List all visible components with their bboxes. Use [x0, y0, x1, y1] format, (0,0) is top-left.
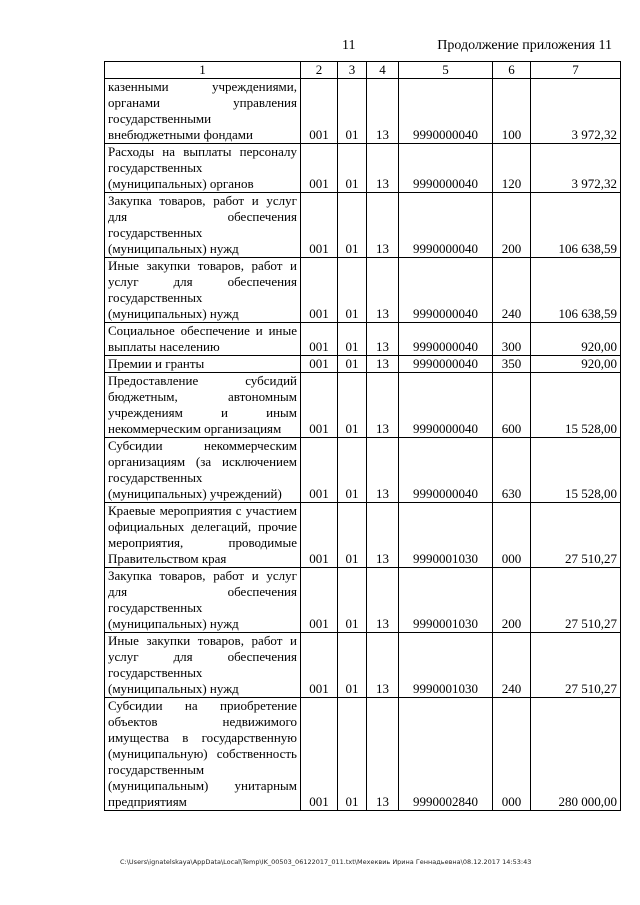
amount-cell: 3 972,32: [531, 79, 621, 144]
target-article-cell: 9990001030: [399, 633, 493, 698]
target-article-cell: 9990000040: [399, 356, 493, 373]
expense-type-cell: 000: [493, 698, 531, 811]
amount-cell: 27 510,27: [531, 633, 621, 698]
department-code-cell: 001: [301, 568, 338, 633]
section-code-cell: 01: [338, 79, 367, 144]
amount-cell: 920,00: [531, 356, 621, 373]
column-header: 2: [301, 62, 338, 79]
expense-type-cell: 240: [493, 633, 531, 698]
expense-name-cell: Субсидии некоммерческим организациям (за исключением государственных (муниципальных) учреждений): [105, 438, 301, 503]
table-row: [105, 258, 621, 323]
expense-type-cell: 350: [493, 356, 531, 373]
section-code-cell: 01: [338, 633, 367, 698]
target-article-cell: 9990002840: [399, 698, 493, 811]
department-code-cell: 001: [301, 698, 338, 811]
expense-name-cell: Закупка товаров, работ и услуг для обеспечения государственных (муниципальных) нужд: [105, 568, 301, 633]
page-header: [0, 38, 640, 58]
department-code-cell: 001: [301, 258, 338, 323]
amount-cell: 280 000,00: [531, 698, 621, 811]
amount-cell: 106 638,59: [531, 258, 621, 323]
table-row: [105, 79, 621, 144]
subsection-code-cell: 13: [367, 323, 399, 356]
target-article-cell: 9990000040: [399, 323, 493, 356]
section-code-cell: 01: [338, 356, 367, 373]
table-row: [105, 698, 621, 811]
section-code-cell: 01: [338, 258, 367, 323]
amount-cell: 106 638,59: [531, 193, 621, 258]
expense-type-cell: 300: [493, 323, 531, 356]
expense-name-cell: Субсидии на приобретение объектов недвижимого имущества в государственную (муниципальную) собственность государственным (муниципальным) унитарным предприятиям: [105, 698, 301, 811]
table-row: [105, 503, 621, 568]
expense-type-cell: 240: [493, 258, 531, 323]
department-code-cell: 001: [301, 79, 338, 144]
subsection-code-cell: 13: [367, 568, 399, 633]
table-row: [105, 144, 621, 193]
subsection-code-cell: 13: [367, 698, 399, 811]
table-row: [105, 568, 621, 633]
section-code-cell: 01: [338, 698, 367, 811]
expense-type-cell: 200: [493, 568, 531, 633]
expense-name-cell: Иные закупки товаров, работ и услуг для обеспечения государственных (муниципальных) нужд: [105, 633, 301, 698]
amount-cell: 3 972,32: [531, 144, 621, 193]
table-row: [105, 356, 621, 373]
column-header: 4: [367, 62, 399, 79]
amount-cell: 15 528,00: [531, 438, 621, 503]
department-code-cell: 001: [301, 438, 338, 503]
department-code-cell: 001: [301, 373, 338, 438]
subsection-code-cell: 13: [367, 373, 399, 438]
table-row: [105, 633, 621, 698]
target-article-cell: 9990000040: [399, 373, 493, 438]
department-code-cell: 001: [301, 193, 338, 258]
column-header: 7: [531, 62, 621, 79]
section-code-cell: 01: [338, 438, 367, 503]
expense-type-cell: 200: [493, 193, 531, 258]
department-code-cell: 001: [301, 356, 338, 373]
amount-cell: 27 510,27: [531, 503, 621, 568]
subsection-code-cell: 13: [367, 503, 399, 568]
amount-cell: 27 510,27: [531, 568, 621, 633]
budget-table: [104, 61, 621, 811]
expense-type-cell: 600: [493, 373, 531, 438]
amount-cell: 920,00: [531, 323, 621, 356]
target-article-cell: 9990000040: [399, 79, 493, 144]
target-article-cell: 9990000040: [399, 193, 493, 258]
target-article-cell: 9990000040: [399, 438, 493, 503]
subsection-code-cell: 13: [367, 79, 399, 144]
column-header: 6: [493, 62, 531, 79]
section-code-cell: 01: [338, 323, 367, 356]
expense-name-cell: Предоставление субсидий бюджетным, автономным учреждениям и иным некоммерческим организациям: [105, 373, 301, 438]
target-article-cell: 9990000040: [399, 258, 493, 323]
expense-name-cell: Премии и гранты: [105, 356, 301, 373]
department-code-cell: 001: [301, 323, 338, 356]
table-row: [105, 193, 621, 258]
table-row: [105, 373, 621, 438]
column-header: 5: [399, 62, 493, 79]
subsection-code-cell: 13: [367, 633, 399, 698]
section-code-cell: 01: [338, 568, 367, 633]
subsection-code-cell: 13: [367, 193, 399, 258]
section-code-cell: 01: [338, 503, 367, 568]
expense-name-cell: Расходы на выплаты персоналу государственных (муниципальных) органов: [105, 144, 301, 193]
section-code-cell: 01: [338, 373, 367, 438]
expense-name-cell: Краевые мероприятия с участием официальных делегаций, прочие мероприятия, проводимые Правительством края: [105, 503, 301, 568]
expense-type-cell: 100: [493, 79, 531, 144]
section-code-cell: 01: [338, 144, 367, 193]
department-code-cell: 001: [301, 633, 338, 698]
expense-name-cell: Социальное обеспечение и иные выплаты населению: [105, 323, 301, 356]
subsection-code-cell: 13: [367, 144, 399, 193]
amount-cell: 15 528,00: [531, 373, 621, 438]
file-path-footer: C:\Users\ignatelskaya\AppData\Local\Temp\IK_00503_06122017_011.txt\Мехеквиь Ирина Геннадьевна\08.12.2017 14:53:43: [120, 858, 532, 866]
column-header: 1: [105, 62, 301, 79]
expense-name-cell: Иные закупки товаров, работ и услуг для обеспечения государственных (муниципальных) нужд: [105, 258, 301, 323]
department-code-cell: 001: [301, 503, 338, 568]
subsection-code-cell: 13: [367, 356, 399, 373]
section-code-cell: 01: [338, 193, 367, 258]
table-header-row: [105, 62, 621, 79]
column-header: 3: [338, 62, 367, 79]
appendix-continuation-title: Продолжение приложения 11: [437, 38, 612, 53]
target-article-cell: 9990000040: [399, 144, 493, 193]
table-row: [105, 438, 621, 503]
table-row: [105, 323, 621, 356]
target-article-cell: 9990001030: [399, 503, 493, 568]
expense-type-cell: 000: [493, 503, 531, 568]
subsection-code-cell: 13: [367, 438, 399, 503]
department-code-cell: 001: [301, 144, 338, 193]
page-number: 11: [342, 38, 356, 53]
expense-type-cell: 630: [493, 438, 531, 503]
subsection-code-cell: 13: [367, 258, 399, 323]
expense-type-cell: 120: [493, 144, 531, 193]
expense-name-cell: Закупка товаров, работ и услуг для обеспечения государственных (муниципальных) нужд: [105, 193, 301, 258]
target-article-cell: 9990001030: [399, 568, 493, 633]
expense-name-cell: казенными учреждениями, органами управления государственными внебюджетными фондами: [105, 79, 301, 144]
